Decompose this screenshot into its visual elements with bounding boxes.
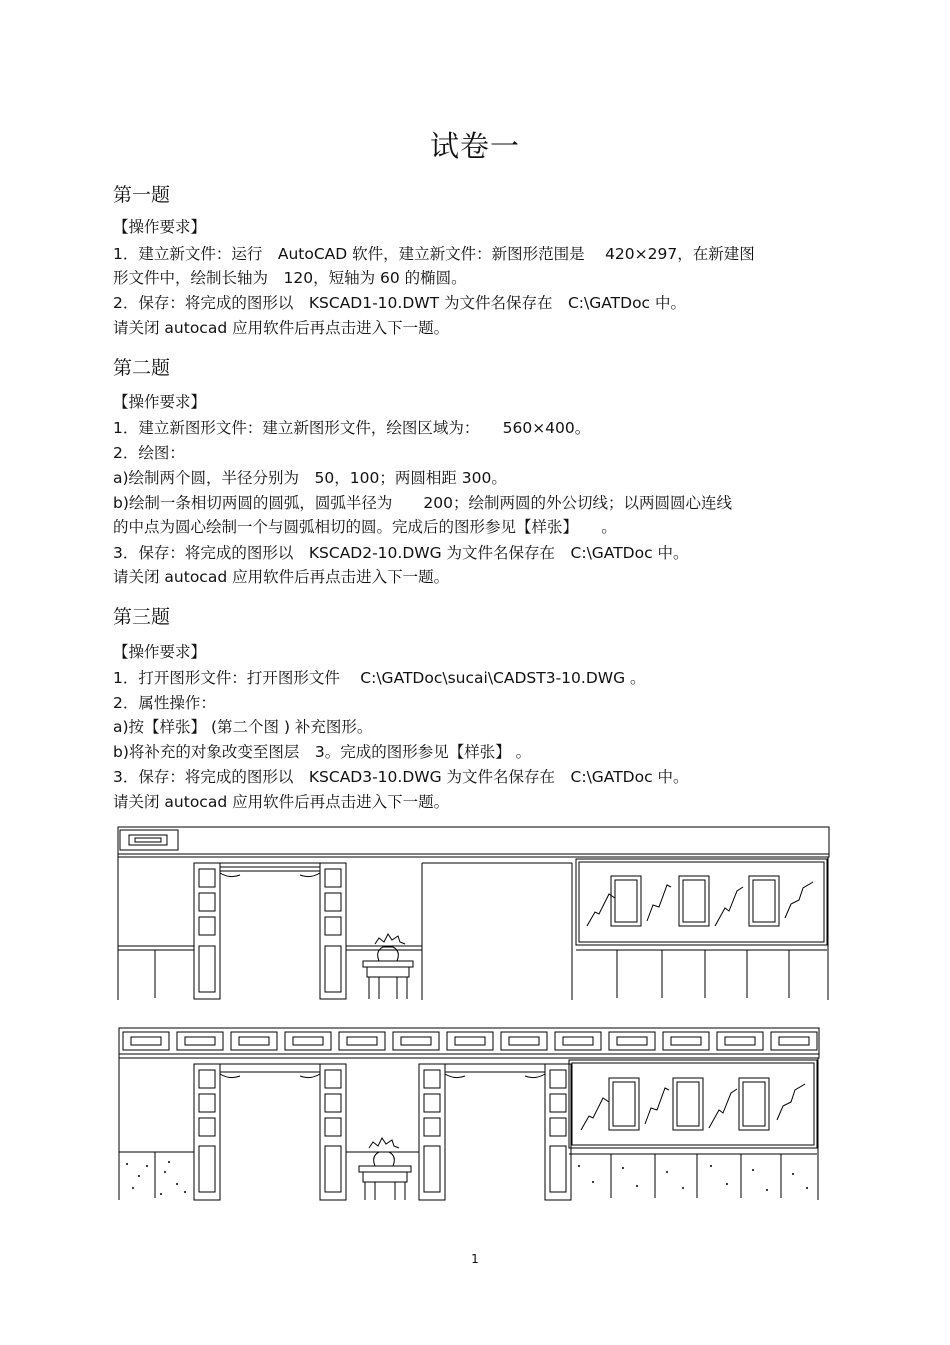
text-line: b)将补充的对象改变至图层 3。完成的图形参见【样张】 。 [113,743,532,761]
text-line: a)绘制两个圆，半径分别为 50，100；两圆相距 300。 [113,469,507,487]
text-line: 1．建立新文件：运行 AutoCAD 软件，建立新文件：新图形范围是 420×297，在新建图 [113,245,755,263]
text-line: 3．保存：将完成的图形以 KSCAD2-10.DWG 为文件名保存在 C:\GATDoc 中。 [113,544,689,562]
text-line: 【操作要求】 [113,393,207,411]
text-line: 【操作要求】 [113,643,207,661]
text-line: 2．保存：将完成的图形以 KSCAD1-10.DWT 为文件名保存在 C:\GATDoc 中。 [113,294,687,312]
text-line: 请关闭 autocad 应用软件后再点击进入下一题。 [113,319,450,337]
text-line: 请关闭 autocad 应用软件后再点击进入下一题。 [113,568,450,586]
text-line: 请关闭 autocad 应用软件后再点击进入下一题。 [113,793,450,811]
section-heading-3: 第三题 [113,606,171,628]
text-line: 1．打开图形文件：打开图形文件 C:\GATDoc\sucai\CADST3-10.DWG 。 [113,669,646,687]
text-line: 【操作要求】 [113,218,207,236]
text-line: b)绘制一条相切两圆的圆弧，圆弧半径为 200；绘制两圆的外公切线；以两圆圆心连线 [113,494,732,512]
text-line: 1．建立新图形文件：建立新图形文件，绘图区域为： 560×400。 [113,419,591,437]
text-line: 3．保存：将完成的图形以 KSCAD3-10.DWG 为文件名保存在 C:\GATDoc 中。 [113,768,689,786]
section-heading-2: 第二题 [113,357,171,379]
text-line: a)按【样张】 (第二个图 ) 补充图形。 [113,718,373,736]
page-title: 试卷一 [429,129,520,163]
page-number: 1 [471,1252,479,1266]
text-line: 2．属性操作： [113,694,216,712]
text-line: 的中点为圆心绘制一个与圆弧相切的圆。完成后的图形参见【样张】 。 [113,518,617,536]
text-line: 形文件中，绘制长轴为 120，短轴为 60 的椭圆。 [113,269,467,287]
cad-drawing-sample [117,1026,823,1202]
text-line: 2．绘图： [113,444,185,462]
section-heading-1: 第一题 [113,184,171,206]
cad-drawing-original [117,826,831,1002]
